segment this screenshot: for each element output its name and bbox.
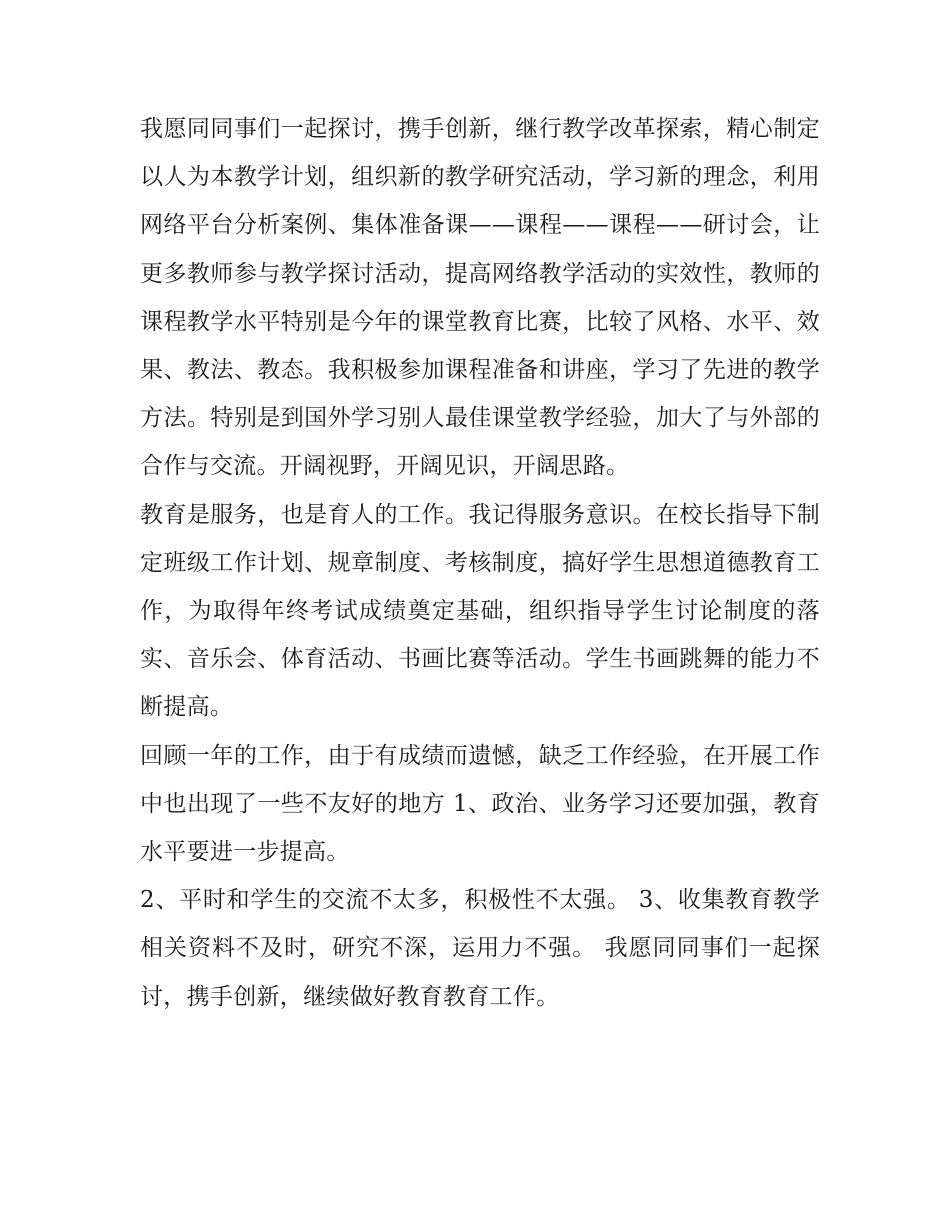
- paragraph: 教育是服务，也是育人的工作。我记得服务意识。在校长指导下制定班级工作计划、规章制度、考核制度，搞好学生思想道德教育工作，为取得年终考试成绩奠定基础，组织指导学生讨论制度的落实、音乐会、体育活动、书画比赛等活动。学生书画跳舞的能力不断提高。: [140, 501, 820, 721]
- paragraph: 我愿同同事们一起探讨，携手创新，继行教学改革探索，精心制定以人为本教学计划，组织新的教学研究活动，学习新的理念，利用网络平台分析案例、集体准备课——课程——课程——研讨会，让更多教师参与教学探讨活动，提高网络教学活动的实效性，教师的课程教学水平特别是今年的课堂教育比赛，比较了风格、水平、效果、教法、教态。我积极参加课程准备和讲座，学习了先进的教学方法。特别是到国外学习别人最佳课堂教学经验，加大了与外部的合作与交流。开阔视野，开阔见识，开阔思路。: [140, 116, 820, 480]
- paragraph: 回顾一年的工作，由于有成绩而遗憾，缺乏工作经验，在开展工作中也出现了一些不友好的地方 1、政治、业务学习还要加强，教育水平要进一步提高。: [140, 742, 820, 866]
- paragraph: 2、平时和学生的交流不太多，积极性不太强。 3、收集教育教学相关资料不及时，研究不深，运用力不强。 我愿同同事们一起探讨，携手创新，继续做好教育教育工作。: [140, 887, 820, 1010]
- document-body: [140, 105, 820, 1021]
